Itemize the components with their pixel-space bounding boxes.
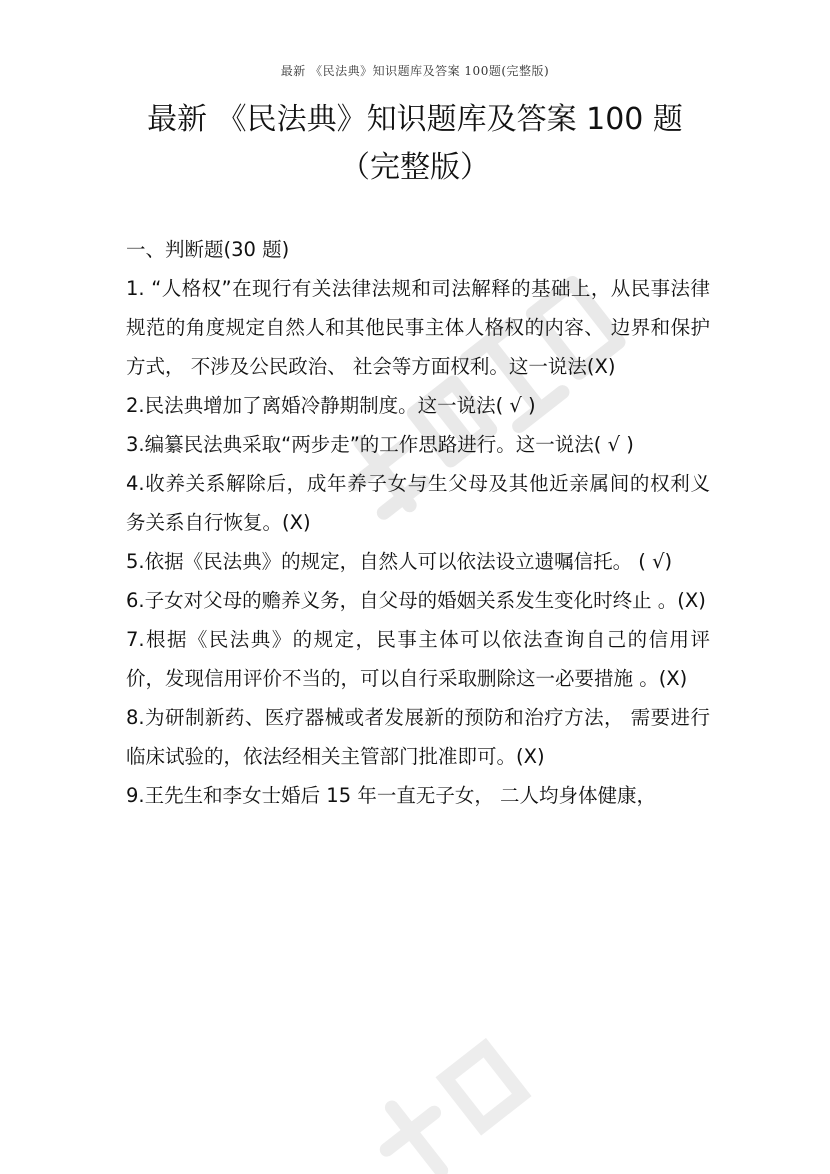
question-item: 9.王先生和李女士婚后 15 年一直无子女， 二人均身体健康，: [126, 784, 657, 807]
question-item: 5.依据《民法典》的规定，自然人可以依法设立遗嘱信托。 ( √): [126, 550, 673, 573]
question-item: 2.民法典增加了离婚冷静期制度。这一说法( √ ): [126, 394, 536, 417]
title-line-2: （完整版）: [340, 150, 490, 185]
question-item: 3.编纂民法典采取“两步走”的工作思路进行。这一说法( √ ): [126, 433, 634, 456]
section-heading: 一、判断题(30 题): [126, 238, 290, 261]
document-title: [110, 96, 720, 192]
question-item: 4.收养关系解除后，成年养子女与生父母及其他近亲属间的权利义务关系自行恢复。(X): [126, 472, 710, 534]
document-body: [126, 230, 710, 815]
running-header: 最新 《民法典》知识题库及答案 100题(完整版): [280, 64, 550, 78]
question-item: 1. “人格权”在现行有关法律法规和司法解释的基础上，从民事法律规范的角度规定自然人和其他民事主体人格权的内容、 边界和保护方式， 不涉及公民政治、 社会等方面权利。这一说法(X): [126, 277, 710, 378]
question-item: 8.为研制新药、医疗器械或者发展新的预防和治疗方法， 需要进行临床试验的，依法经相关主管部门批准即可。(X): [126, 706, 710, 768]
question-item: 6.子女对父母的赡养义务，自父母的婚姻关系发生变化时终止 。(X): [126, 589, 706, 612]
question-item: 7.根据《民法典》的规定，民事主体可以依法查询自己的信用评价，发现信用评价不当的，可以自行采取删除这一必要措施 。(X): [126, 628, 710, 690]
title-line-1: 最新 《民法典》知识题库及答案 100 题: [147, 102, 683, 137]
